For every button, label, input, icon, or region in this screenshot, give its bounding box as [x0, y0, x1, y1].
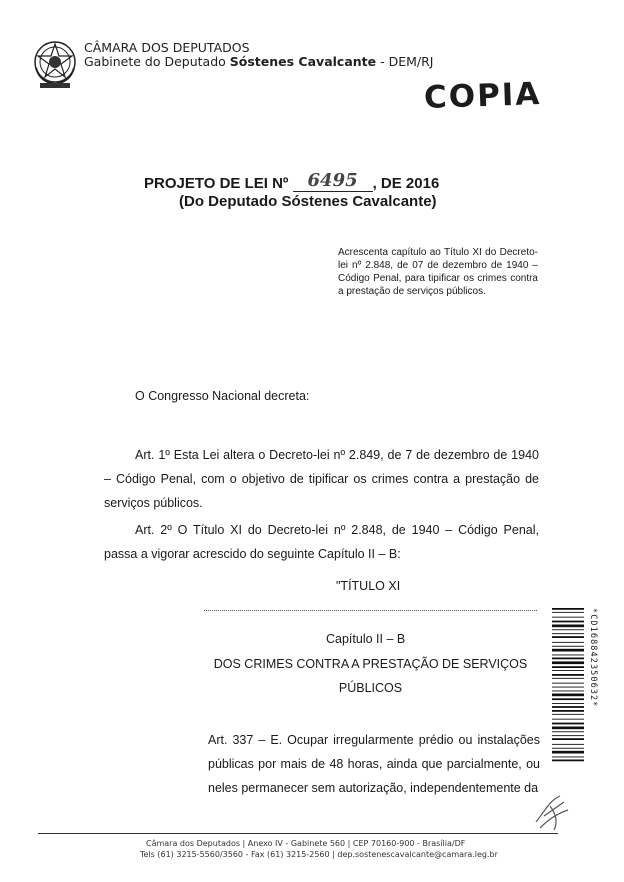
bill-summary: Acrescenta capítulo ao Título XI do Decreto-lei nº 2.848, de 07 de dezembro de 1940 – Código Penal, para tipificar os crimes contra a prestação de serviços públicos. — [338, 247, 538, 297]
article-337e: Art. 337 – E. Ocupar irregularmente prédio ou instalações públicas por mais de 48 horas, ainda que parcialmente, ou neles permanecer sem autorização, independentemente da — [208, 733, 540, 795]
deputy-name: Sóstenes Cavalcante — [229, 54, 377, 69]
bill-number-blank — [293, 170, 373, 192]
barcode-text-wrap — [587, 608, 599, 763]
bill-number-handwritten: 6495 — [307, 170, 358, 191]
document-barcode — [552, 608, 584, 763]
decree-intro: O Congresso Nacional decreta: — [135, 389, 310, 403]
bill-title-prefix: PROJETO DE LEI Nº — [144, 175, 289, 192]
article-2: Art. 2º O Título XI do Decreto-lei nº 2.848, de 1940 – Código Penal, passa a vigorar acrescido do seguinte Capítulo II – B: — [104, 523, 539, 561]
article-1: Art. 1º Esta Lei altera o Decreto-lei nº 2.849, de 7 de dezembro de 1940 – Código Penal, com o objetivo de tipificar os crimes contra a prestação de serviços públicos. — [104, 448, 539, 510]
barcode-text: *CD168842350632* — [588, 608, 598, 708]
bill-title — [144, 172, 439, 194]
copy-stamp: COPIA — [423, 75, 542, 117]
initials-signature — [530, 792, 574, 832]
bill-title-year: , DE 2016 — [372, 175, 440, 192]
chamber-name: CÂMARA DOS DEPUTADOS — [84, 40, 250, 55]
footer-rule — [38, 833, 558, 834]
footer-address: Câmara dos Deputados | Anexo IV - Gabinete 560 | CEP 70160-900 - Brasília/DF — [146, 839, 466, 848]
office-prefix: Gabinete do Deputado — [84, 54, 230, 69]
title-xi-heading: "TÍTULO XI — [336, 579, 401, 593]
bill-author: (Do Deputado Sóstenes Cavalcante) — [179, 193, 437, 210]
coat-of-arms-seal — [30, 38, 80, 90]
footer-contact: Tels (61) 3215-5560/3560 - Fax (61) 3215-2560 | dep.sostenescavalcante@camara.leg.br — [140, 850, 498, 859]
dotted-separator — [204, 610, 537, 611]
office-party: - DEM/RJ — [376, 54, 434, 69]
chapter-heading: Capítulo II – B — [326, 632, 406, 646]
office-line — [84, 54, 433, 69]
chapter-title: DOS CRIMES CONTRA A PRESTAÇÃO DE SERVIÇOS PÚBLICOS — [213, 657, 528, 695]
